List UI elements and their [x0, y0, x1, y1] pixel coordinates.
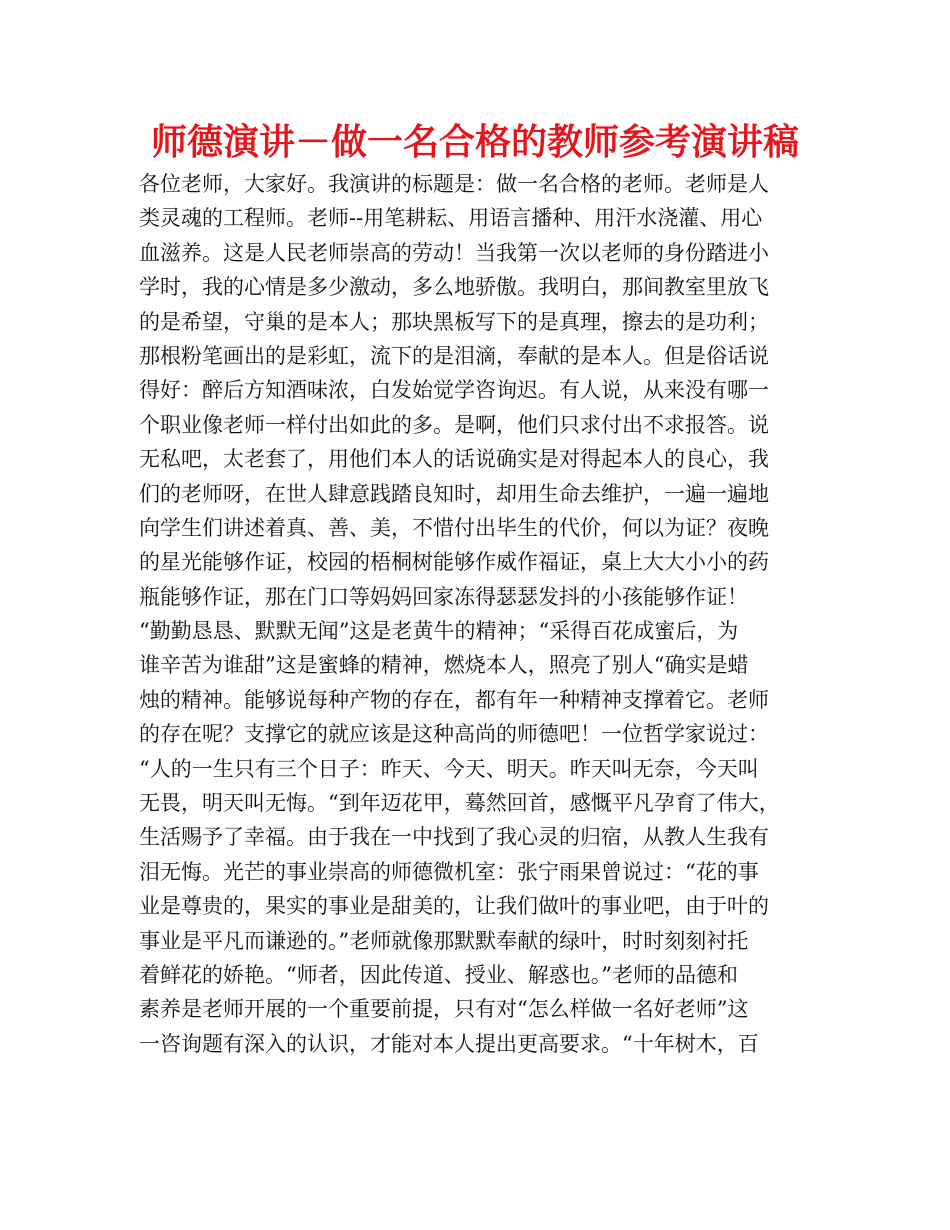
body-line: 个职业像老师一样付出如此的多。是啊，他们只求付出不求报答。说: [139, 412, 769, 437]
body-line: 各位老师，大家好。我演讲的标题是：做一名合格的老师。老师是人: [139, 172, 769, 196]
body-line: 们的老师呀，在世人肆意践踏良知时，却用生命去维护，一遍一遍地: [139, 481, 769, 506]
body-line: 的星光能够作证，校园的梧桐树能够作威作福证，桌上大大小小的药: [139, 550, 769, 575]
body-line: 无畏，明天叫无悔。“到年迈花甲，蓦然回首，感慨平凡孕育了伟大，: [139, 791, 780, 816]
body-line: 事业是平凡而谦逊的。”老师就像那默默奉献的绿叶，时时刻刻衬托: [139, 928, 749, 953]
body-line: 着鲜花的娇艳。“师者，因此传道、授业、解惑也。”老师的品德和: [139, 962, 738, 987]
body-line: 业是尊贵的，果实的事业是甜美的，让我们做叶的事业吧，由于叶的: [139, 894, 769, 919]
body-line: “人的一生只有三个日子：昨天、今天、明天。昨天叫无奈，今天叫: [139, 756, 759, 781]
body-line: 生活赐予了幸福。由于我在一中找到了我心灵的归宿，从教人生我有: [139, 825, 769, 850]
document-body: [139, 167, 819, 1061]
body-line: 向学生们讲述着真、善、美，不惜付出毕生的代价，何以为证？夜晚: [139, 515, 769, 540]
body-line: “勤勤恳恳、默默无闻”这是老黄牛的精神；“采得百花成蜜后，为: [139, 619, 739, 644]
body-line: 学时，我的心情是多少激动，多么地骄傲。我明白，那间教室里放飞: [139, 275, 769, 300]
body-line: 素养是老师开展的一个重要前提，只有对“怎么样做一名好老师”这: [139, 997, 749, 1022]
body-line: 得好：醉后方知酒味浓，白发始觉学咨询迟。有人说，从来没有哪一: [139, 378, 769, 403]
body-line: 那根粉笔画出的是彩虹，流下的是泪滴，奉献的是本人。但是俗话说: [139, 343, 769, 368]
body-line: 瓶能够作证，那在门口等妈妈回家冻得瑟瑟发抖的小孩能够作证！: [139, 584, 748, 609]
document-title: 师德演讲－做一名合格的教师参考演讲稿: [150, 122, 799, 163]
body-line: 血滋养。这是人民老师崇高的劳动！当我第一次以老师的身份踏进小: [139, 240, 769, 265]
body-line: 泪无悔。光芒的事业崇高的师德微机室：张宁雨果曾说过：“花的事: [139, 859, 759, 884]
body-line: 谁辛苦为谁甜”这是蜜蜂的精神，燃烧本人，照亮了别人“确实是蜡: [139, 653, 749, 678]
body-line: 烛的精神。能够说每种产物的存在，都有年一种精神支撑着它。老师: [139, 687, 769, 712]
body-line: 的是希望，守巢的是本人；那块黑板写下的是真理，擦去的是功利；: [139, 309, 769, 334]
body-line: 类灵魂的工程师。老师--用笔耕耘、用语言播种、用汗水浇灌、用心: [139, 206, 763, 231]
body-line: 无私吧，太老套了，用他们本人的话说确实是对得起本人的良心，我: [139, 447, 769, 472]
body-line: 一咨询题有深入的认识，才能对本人提出更高要求。“十年树木，百: [139, 1031, 759, 1056]
body-line: 的存在呢？支撑它的就应该是这种高尚的师德吧！一位哲学家说过：: [139, 722, 769, 747]
